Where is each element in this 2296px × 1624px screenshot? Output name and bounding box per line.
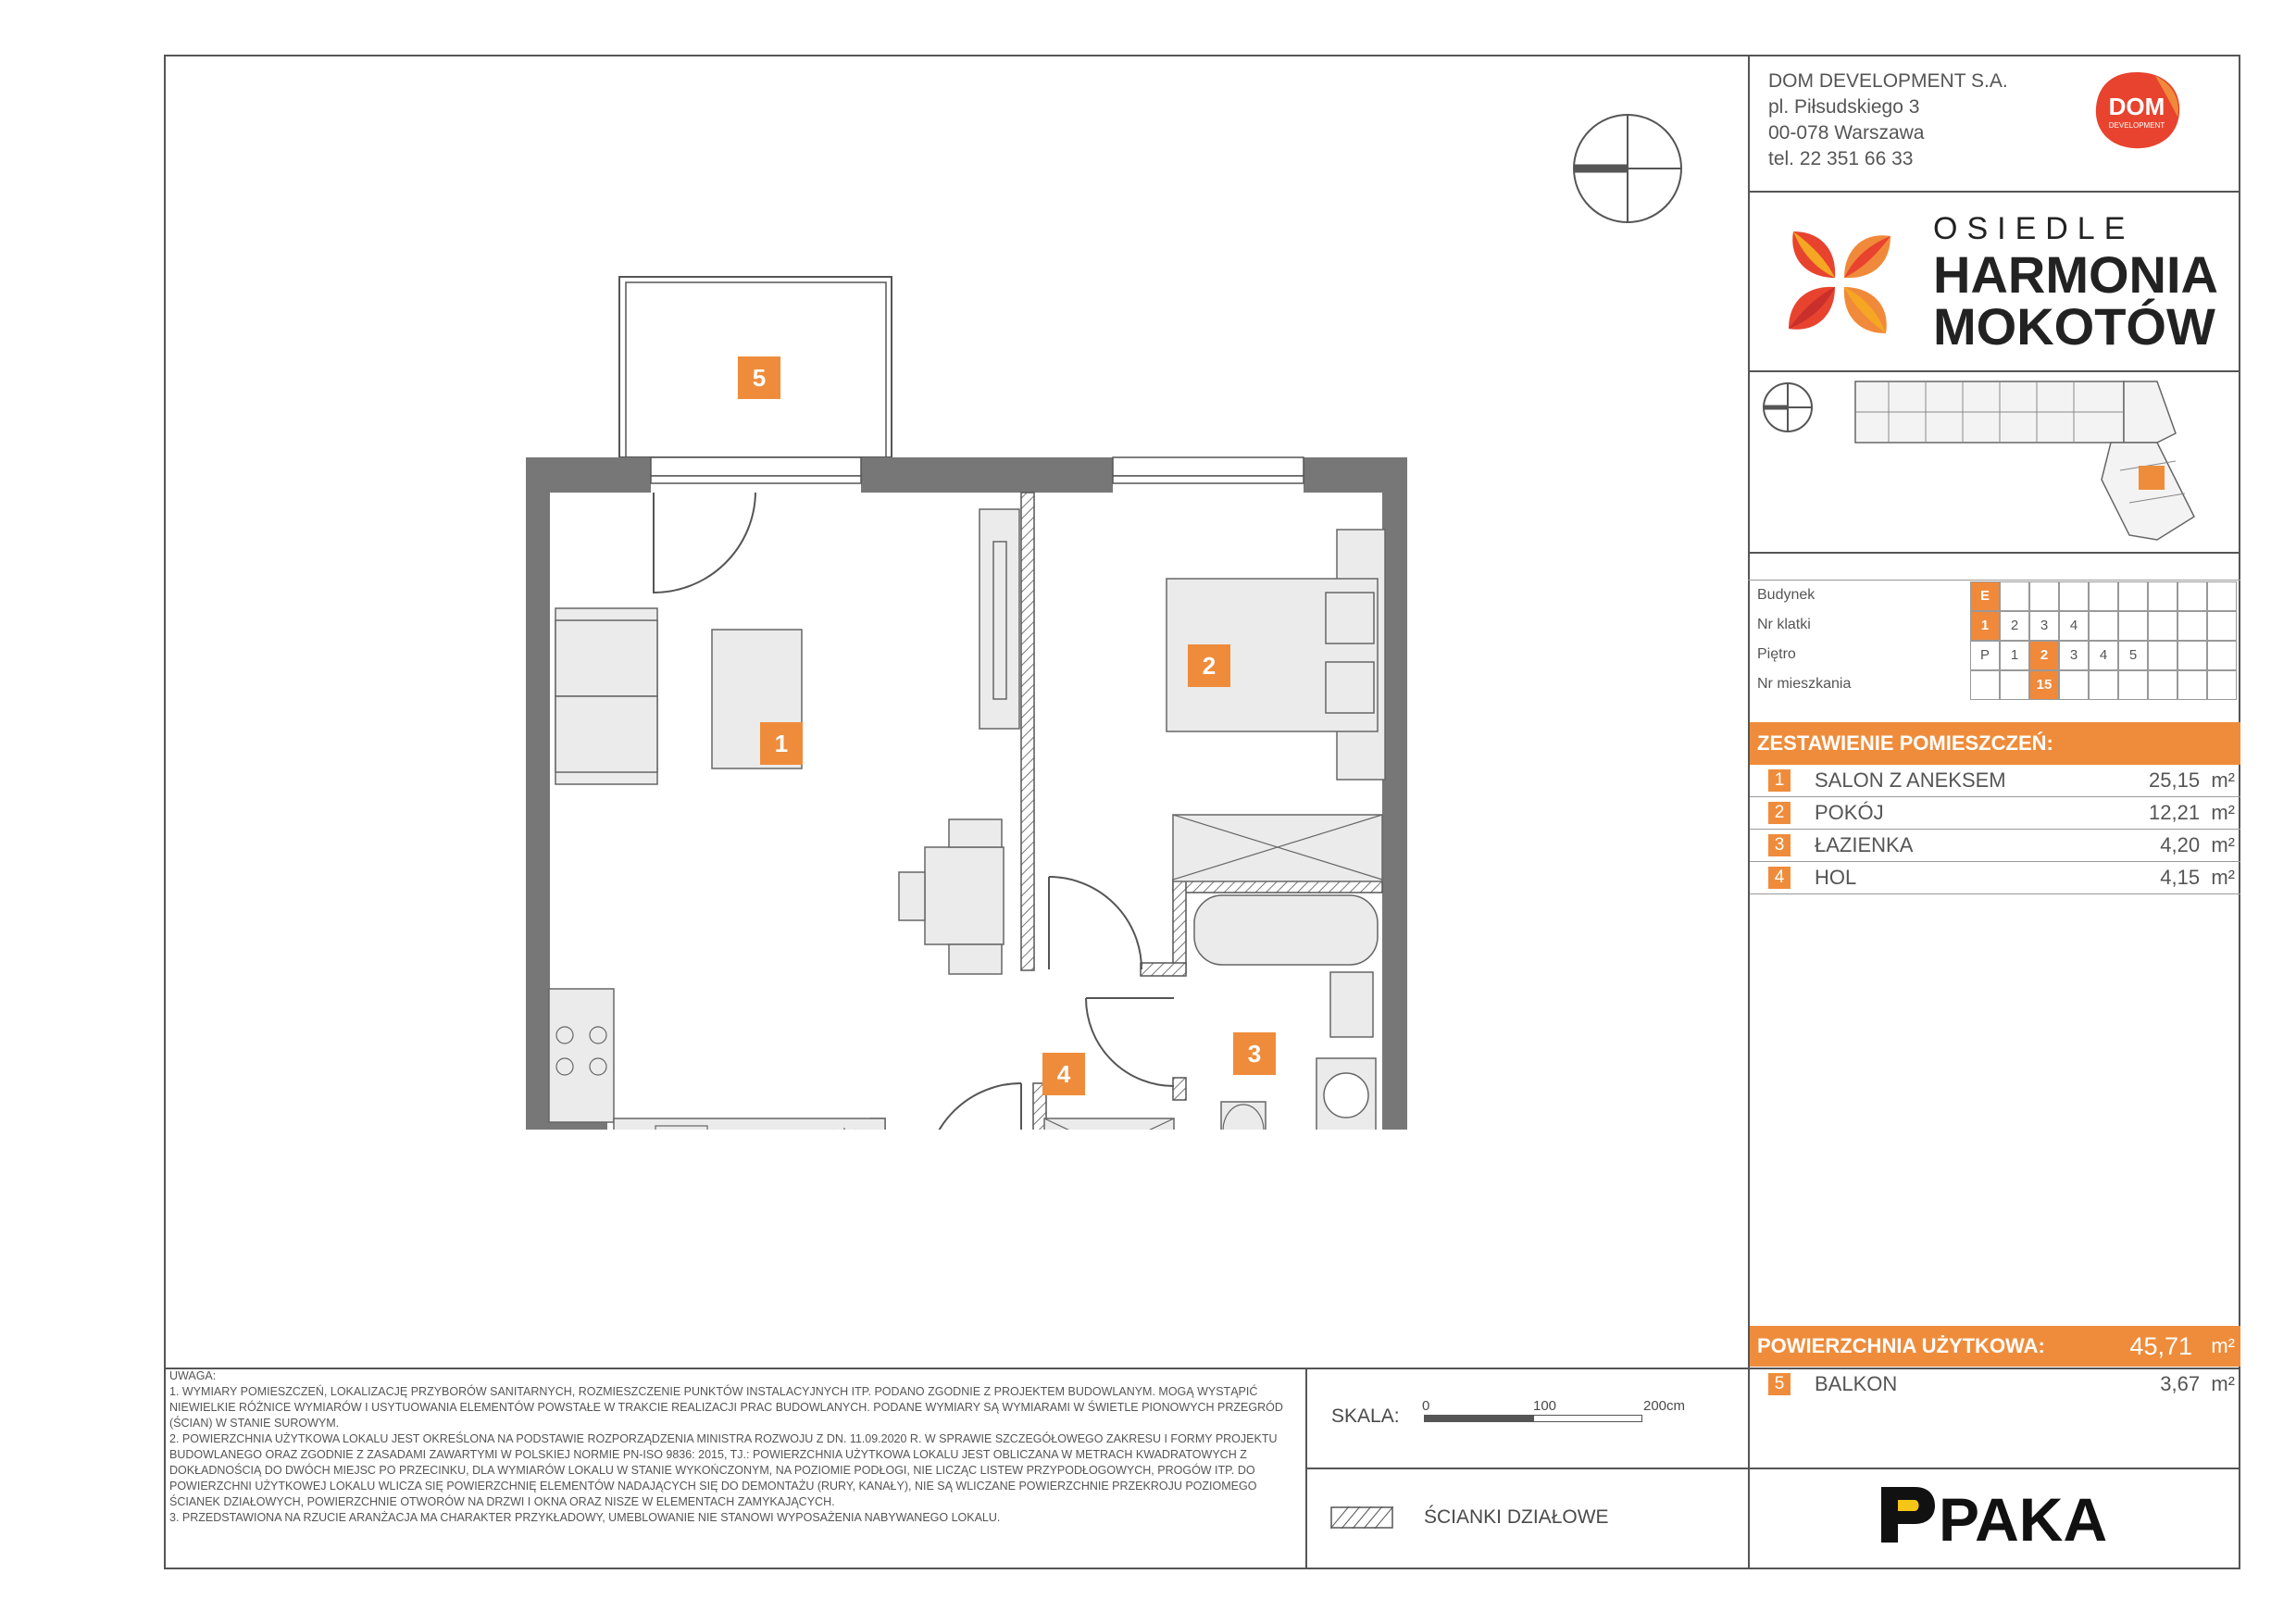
room-num: 1 <box>1768 769 1791 792</box>
info-cell <box>2207 670 2237 700</box>
paka-logo-text: PAKA <box>1939 1485 2108 1552</box>
info-cell <box>2207 641 2237 670</box>
balcony-name: BALKON <box>1815 1372 1898 1395</box>
company-phone: tel. 22 351 66 33 <box>1768 148 1914 169</box>
svg-text:DEVELOPMENT: DEVELOPMENT <box>2108 121 2165 130</box>
room-area-unit: m² <box>2211 833 2235 856</box>
usable-area-label: POWIERZCHNIA UŻYTKOWA: <box>1757 1334 2045 1357</box>
room-area-value: 4,20 <box>2160 833 2201 856</box>
room-area-value: 4,15 <box>2160 866 2201 889</box>
dom-development-logo <box>2090 69 2183 152</box>
legend-walls-label: ŚCIANKI DZIAŁOWE <box>1424 1506 1609 1528</box>
balcony-num: 5 <box>1768 1373 1791 1395</box>
info-cell: 3 <box>2029 611 2059 641</box>
room-area <box>2149 801 2235 825</box>
info-cell <box>2059 581 2089 611</box>
company-name: DOM DEVELOPMENT S.A. <box>1768 70 2008 92</box>
plan-label-1: 1 <box>760 722 803 765</box>
building-key-plan <box>1852 378 2203 549</box>
floor-plan <box>500 269 1426 1130</box>
info-cell <box>2148 611 2177 641</box>
room-area-value: 25,15 <box>2149 768 2201 792</box>
info-cell <box>2089 581 2118 611</box>
plan-label-2: 2 <box>1188 644 1230 687</box>
room-name: SALON Z ANEKSEM <box>1815 768 2006 792</box>
info-cell <box>2207 581 2237 611</box>
info-cell: 2 <box>2000 611 2029 641</box>
info-cell <box>2177 611 2207 641</box>
balcony-area <box>2160 1372 2235 1396</box>
usable-area-unit: m² <box>2211 1334 2235 1357</box>
room-num: 2 <box>1768 802 1791 824</box>
info-cell <box>2177 581 2207 611</box>
room-row <box>1750 830 2240 862</box>
usable-area-bar <box>1750 1326 2240 1367</box>
note-1: 1. WYMIARY POMIESZCZEŃ, LOKALIZACJĘ PRZYBORÓW SANITARNYCH, ROZMIESZCZENIE PUNKTÓW INSTALACYJNYCH ITP. PODANO ZGODNIE Z PROJEKTEM BUDOWLANYM. MOGĄ WYSTĄPIĆ NIEWIELKIE RÓŻNICE WYMIARÓW I USYTUOWANIA ELEMENTÓW POWSTAŁE W TRAKCIE REALIZACJI PRAC BUDOWLANYCH. PODANE WYMIARY SĄ WYMIARAMI W ŚWIETLE PIONOWYCH PRZEGRÓD (ŚCIAN) W STANIE SUROWYM. <box>169 1385 1283 1430</box>
balcony-row <box>1750 1368 2240 1400</box>
info-cell: 1 <box>1970 611 2000 641</box>
notes <box>169 1368 1301 1526</box>
company-address-2: 00-078 Warszawa <box>1768 122 1925 144</box>
info-table-top <box>1748 580 2240 581</box>
info-cell <box>2029 581 2059 611</box>
info-cell <box>2118 611 2148 641</box>
label-nr-klatki: Nr klatki <box>1757 617 1811 632</box>
project-line-2: HARMONIA <box>1933 245 2218 304</box>
room-area <box>2149 768 2235 793</box>
balcony-area-value: 3,67 <box>2160 1372 2201 1395</box>
room-name: HOL <box>1815 866 1857 889</box>
scale-tick-0: 0 <box>1422 1398 1430 1414</box>
room-area-unit: m² <box>2211 866 2235 889</box>
title-line-2 <box>1748 370 2240 372</box>
room-num: 4 <box>1768 867 1791 889</box>
room-area <box>2160 833 2235 857</box>
label-pietro: Piętro <box>1757 646 1796 662</box>
info-cell <box>2207 611 2237 641</box>
info-cell <box>2177 641 2207 670</box>
notes-title: UWAGA: <box>169 1369 217 1382</box>
title-line-1 <box>1748 191 2240 193</box>
info-cell: P <box>1970 641 2000 670</box>
room-name: ŁAZIENKA <box>1815 833 1914 856</box>
info-cell <box>2118 670 2148 700</box>
hatch-legend-icon <box>1330 1506 1393 1529</box>
rooms-header: ZESTAWIENIE POMIESZCZEŃ: <box>1750 722 2240 765</box>
title-line-3 <box>1748 552 2240 554</box>
scale-label: SKALA: <box>1331 1405 1400 1427</box>
info-cell <box>2000 581 2029 611</box>
info-cell: E <box>1970 581 2000 611</box>
room-num: 3 <box>1768 834 1791 856</box>
label-nr-mieszkania: Nr mieszkania <box>1757 676 1852 692</box>
info-cell <box>2089 611 2118 641</box>
footer-mid-line <box>1305 1468 2240 1469</box>
room-area-unit: m² <box>2211 768 2235 792</box>
scale-bar <box>1424 1415 1642 1422</box>
info-cell <box>2148 641 2177 670</box>
exterior-walls <box>526 457 1407 1130</box>
info-cell: 1 <box>2000 641 2029 670</box>
info-cell <box>2059 670 2089 700</box>
info-cell: 15 <box>2029 670 2059 700</box>
label-budynek: Budynek <box>1757 587 1816 603</box>
project-line-3: MOKOTÓW <box>1933 297 2215 356</box>
info-cell: 4 <box>2089 641 2118 670</box>
info-cell <box>2000 670 2029 700</box>
room-row <box>1750 797 2240 830</box>
plan-label-3: 3 <box>1233 1032 1276 1075</box>
note-3: 3. PRZEDSTAWIONA NA RZUCIE ARANŻACJA MA CHARAKTER PRZYKŁADOWY, UMEBLOWANIE NIE STANOWI WYPOSAŻENIA NABYWANEGO LOKALU. <box>169 1511 1001 1524</box>
info-cell <box>2089 670 2118 700</box>
info-cell: 2 <box>2029 641 2059 670</box>
harmonia-flower-logo <box>1770 213 1909 352</box>
info-cell <box>2177 670 2207 700</box>
scale-tick-100: 100 <box>1533 1398 1557 1414</box>
balcony-area-unit: m² <box>2211 1372 2235 1395</box>
note-2: 2. POWIERZCHNIA UŻYTKOWA LOKALU JEST OKREŚLONA NA PODSTAWIE ROZPORZĄDZENIA MINISTRA ROZWOJU Z DN. 11.09.2020 R. W SPRAWIE SZCZEGÓŁOWEGO ZAKRESU I FORMY PROJEKTU BUDOWLANEGO ORAZ ZGODNIE Z ZASADAMI ZAWARTYMI W POLSKIEJ NORMIE PN-ISO 9836: 2015, TJ.: POWIERZCHNIA UŻYTKOWA LOKALU JEST OBLICZANA W METRACH KWADRATOWYCH Z DOKŁADNOŚCIĄ DO DWÓCH MIEJSC PO PRZECINKU, DLA WYMIARÓW LOKALU W STANIE WYKOŃCZONYM, NA POZIOMIE PODŁOGI, NIE LICZĄC LISTEW PRZYPODŁOGOWYCH, PROGÓW ITP. DO POWIERZCHNI UŻYTKOWEJ LOKALU WLICZA SIĘ POWIERZCHNIĘ ELEMENTÓW NADAJĄCYCH SIĘ DO DEMONTAŻU (RURY, KANAŁY), NIE SĄ WLICZANE POWIERZCHNIE PRZEKROJU POZIOMEGO ŚCIANEK DZIAŁOWYCH, POWIERZCHNIE OTWORÓW NA DRZWI I OKNA ORAZ NISZE W ELEMENTACH ZAMYKAJĄCYCH. <box>169 1432 1278 1508</box>
north-compass-icon <box>1571 112 1684 225</box>
keyplan-compass-icon <box>1762 381 1814 433</box>
plan-label-4: 4 <box>1042 1053 1085 1095</box>
scale-bar-fill <box>1425 1416 1534 1421</box>
paka-logo <box>1878 1478 2118 1552</box>
room-row <box>1750 765 2240 797</box>
scale-tick-200: 200cm <box>1643 1398 1686 1414</box>
room-area <box>2160 866 2235 890</box>
room-area-value: 12,21 <box>2149 801 2201 824</box>
info-cell <box>1970 670 2000 700</box>
plan-label-5: 5 <box>738 356 780 399</box>
company-info <box>1768 69 2008 172</box>
usable-area-value: 45,71 <box>2129 1332 2192 1360</box>
keyplan-highlight <box>2139 466 2165 490</box>
info-cell: 3 <box>2059 641 2089 670</box>
info-cell <box>2118 581 2148 611</box>
room-row <box>1750 862 2240 894</box>
info-cell <box>2148 581 2177 611</box>
room-area-unit: m² <box>2211 801 2235 824</box>
info-cell: 4 <box>2059 611 2089 641</box>
company-address-1: pl. Piłsudskiego 3 <box>1768 96 1920 118</box>
room-name: POKÓJ <box>1815 801 1884 824</box>
svg-text:DOM: DOM <box>2108 93 2165 120</box>
project-line-1: OSIEDLE <box>1933 211 2135 246</box>
info-cell <box>2148 670 2177 700</box>
info-cell: 5 <box>2118 641 2148 670</box>
